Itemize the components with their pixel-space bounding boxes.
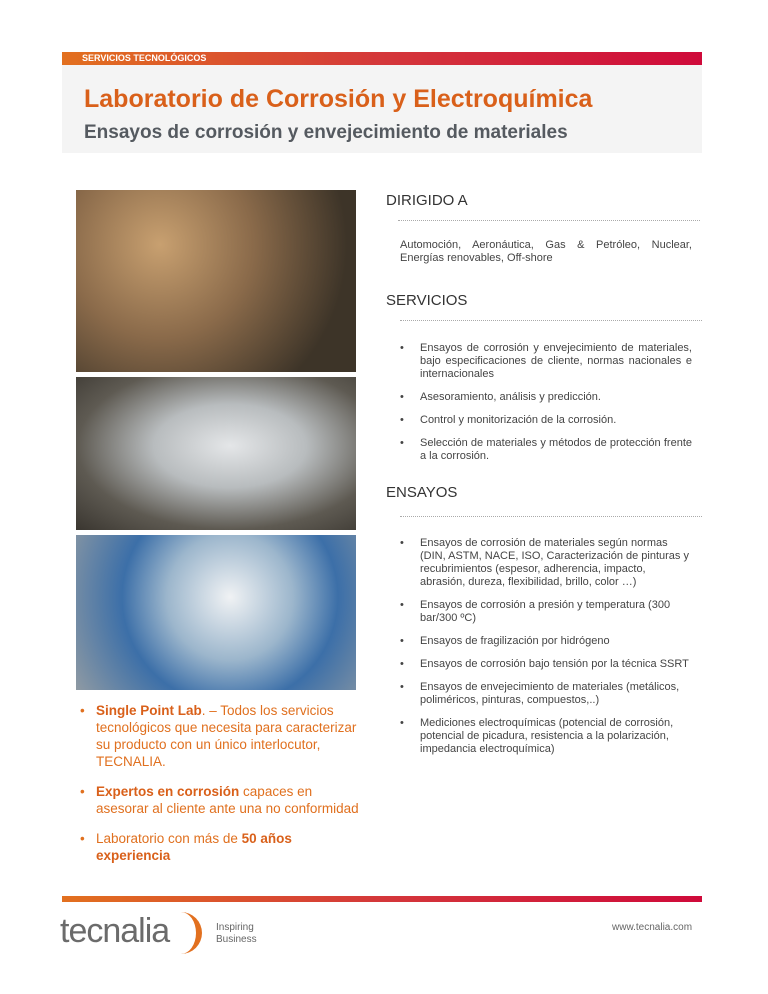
ensayos-list — [400, 537, 692, 766]
category-bar — [62, 52, 702, 65]
divider — [398, 220, 700, 221]
logo-swoosh-icon — [180, 912, 202, 954]
corroded-bolts-photo — [76, 190, 356, 372]
servicios-heading: SERVICIOS — [386, 292, 468, 309]
ensayos-heading: ENSAYOS — [386, 484, 458, 501]
tagline-line: Inspiring — [216, 922, 254, 933]
page-subtitle: Ensayos de corrosión y envejecimiento de materiales — [84, 122, 568, 143]
list-item: • Asesoramiento, análisis y predicción. — [400, 391, 692, 404]
lab-equipment-photo — [76, 535, 356, 690]
dirigido-heading: DIRIGIDO A — [386, 192, 468, 209]
highlight-item — [80, 783, 360, 817]
list-item: • Ensayos de corrosión de materiales según normas (DIN, ASTM, NACE, ISO, Caracterización de pinturas y recubrimientos (espesor, adherencia, impacto, abrasión, dureza, flexibilidad, brillo, color …) — [400, 537, 692, 589]
list-item: • Control y monitorización de la corrosión. — [400, 414, 692, 427]
header-box — [62, 65, 702, 153]
page-title: Laboratorio de Corrosión y Electroquímica — [84, 85, 593, 113]
highlights-list — [80, 702, 360, 877]
highlight-text: Laboratorio con más de — [96, 831, 242, 846]
divider — [400, 320, 702, 321]
highlight-bold: 50 años experiencia — [96, 831, 292, 863]
divider — [400, 516, 702, 517]
footer-bar — [62, 896, 702, 902]
tagline — [216, 922, 257, 946]
category-label: SERVICIOS TECNOLÓGICOS — [82, 53, 207, 63]
list-item: • Ensayos de corrosión y envejecimiento de materiales, bajo especificaciones de cliente, normas nacionales e internacionales — [400, 342, 692, 381]
dirigido-text: Automoción, Aeronáutica, Gas & Petróleo, Nuclear, Energías renovables, Off-shore — [400, 239, 692, 264]
tagline-line: Business — [216, 934, 257, 945]
highlight-item — [80, 830, 360, 864]
list-item: • Mediciones electroquímicas (potencial de corrosión, potencial de picadura, resistencia a la polarización, impedancia electroquímica) — [400, 717, 692, 756]
list-item: • Ensayos de fragilización por hidrógeno — [400, 635, 692, 648]
highlight-text: . – Todos los servicios tecnológicos que necesita para caracterizar su producto con un único interlocutor, TECNALIA. — [96, 703, 357, 769]
highlight-text: capaces en asesorar al cliente ante una no conformidad — [96, 784, 359, 816]
list-item: • Ensayos de corrosión a presión y temperatura (300 bar/300 ºC) — [400, 599, 692, 625]
list-item: • Ensayos de envejecimiento de materiales (metálicos, poliméricos, pinturas, compuestos,..) — [400, 681, 692, 707]
list-item: • Selección de materiales y métodos de protección frente a la corrosión. — [400, 437, 692, 463]
highlight-bold: Single Point Lab — [96, 703, 202, 718]
website-link[interactable]: www.tecnalia.com — [612, 922, 693, 933]
highlight-bold: Expertos en corrosión — [96, 784, 240, 799]
highlight-item — [80, 702, 360, 770]
list-item: • Ensayos de corrosión bajo tensión por la técnica SSRT — [400, 658, 692, 671]
industrial-tank-photo — [76, 377, 356, 530]
tecnalia-logo: tecnalia — [60, 912, 170, 950]
servicios-list — [400, 342, 692, 473]
